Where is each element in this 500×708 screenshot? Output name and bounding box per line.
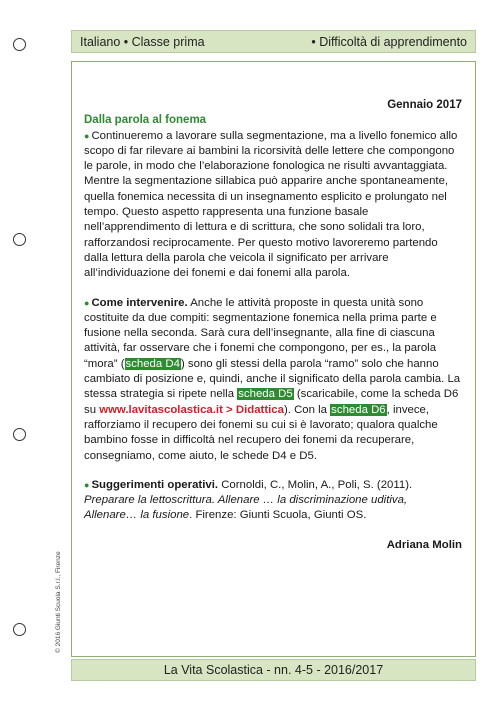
worksheet-d6-link[interactable]: scheda D6 bbox=[331, 403, 386, 416]
paragraph-lead: Suggerimenti operativi. bbox=[91, 478, 219, 491]
page-header bbox=[71, 30, 476, 53]
paragraph-text: Cornoldi, C., Molin, A., Poli, S. (2011). bbox=[218, 478, 413, 491]
footer-publication: La Vita Scolastica - nn. 4-5 - 2016/2017 bbox=[163, 663, 384, 677]
worksheet-d4-link[interactable]: scheda D4 bbox=[125, 357, 180, 370]
paragraph-text: ). Con la bbox=[283, 403, 331, 416]
bullet-icon: ● bbox=[84, 479, 90, 490]
worksheet-d5-link[interactable]: scheda D5 bbox=[238, 388, 293, 401]
paragraph-intro bbox=[84, 129, 462, 282]
book-title: Preparare la lettoscrittura. Allenare … la discriminazione uditiva, Allenare… la fusione bbox=[84, 494, 408, 522]
paragraph-intro-text: Continueremo a lavorare sulla segmentazione, ma a livello fonemico allo scopo di far rilevare ai bambini la ricorsività delle lettere che compongono le parole, in modo che l’elaborazione fonologica ne risulti avvantaggiata. Mentre la segmentazione sillabica può apparire anche spontaneamente, quella fonemica necessita di un insegnamento esplicito e prolungato nel tempo. Questo aspetto rappresenta una funzione basale nell’apprendimento di lettura e di scrittura, che sono solidali tra loro, rafforzandosi reciprocamente. Per questo motivo lavoreremo partendo dalla lettura della parola che veicola il significato per arrivare all’individuazione dei fonemi e dai fonemi alla parola. bbox=[84, 129, 458, 280]
section-title: Dalla parola al fonema bbox=[84, 114, 207, 127]
binder-hole bbox=[13, 428, 26, 441]
website-link[interactable]: www.lavitascolastica.it > Didattica bbox=[99, 403, 284, 416]
paragraph-text: Anche le attività proposte in questa unità sono costituite da due compiti: segmentazione fonemica nella prima parte e fusione nella seconda. Sarà cura dell’insegnante, alla fine di ciascuna attività, far osservare che i fonemi che compongono, per es., la parola “mora” ( bbox=[84, 296, 437, 370]
bullet-icon: ● bbox=[84, 130, 90, 141]
page-footer bbox=[71, 659, 476, 681]
bullet-icon: ● bbox=[84, 297, 90, 308]
paragraph-text: , invece, rafforziamo il recupero dei fonemi su cui si è lavorato; qualora qualche bambino fosse in difficoltà nel recupero dei fonemi da recuperare, consegniamo, come aiuto, le schede D4 e D5. bbox=[84, 403, 438, 462]
paragraph-text: (scaricabile, come la scheda D6 su bbox=[84, 388, 459, 416]
paragraph-lead: Come intervenire. bbox=[91, 296, 188, 309]
paragraph-text: . Firenze: Giunti Scuola, Giunti OS. bbox=[189, 509, 367, 522]
copyright-notice: © 2016 Giunti Scuola S.r.l., Firenze bbox=[55, 551, 62, 653]
article bbox=[84, 98, 462, 553]
binder-hole bbox=[13, 623, 26, 636]
author-name: Adriana Molin bbox=[386, 538, 462, 551]
binder-hole bbox=[13, 233, 26, 246]
paragraph-suggestions bbox=[84, 478, 462, 524]
article-date: Gennaio 2017 bbox=[387, 99, 462, 111]
paragraph-how-to bbox=[84, 296, 462, 464]
header-subject: Italiano • Classe prima bbox=[80, 34, 205, 49]
binder-hole bbox=[13, 38, 26, 51]
paragraph-text: ) sono gli stessi della parola “ramo” solo che hanno cambiato di posizione e, quindi, anche il significato della parola cambia. La stessa strategia si ripete nella bbox=[84, 357, 461, 401]
header-topic: • Difficoltà di apprendimento bbox=[311, 34, 467, 49]
